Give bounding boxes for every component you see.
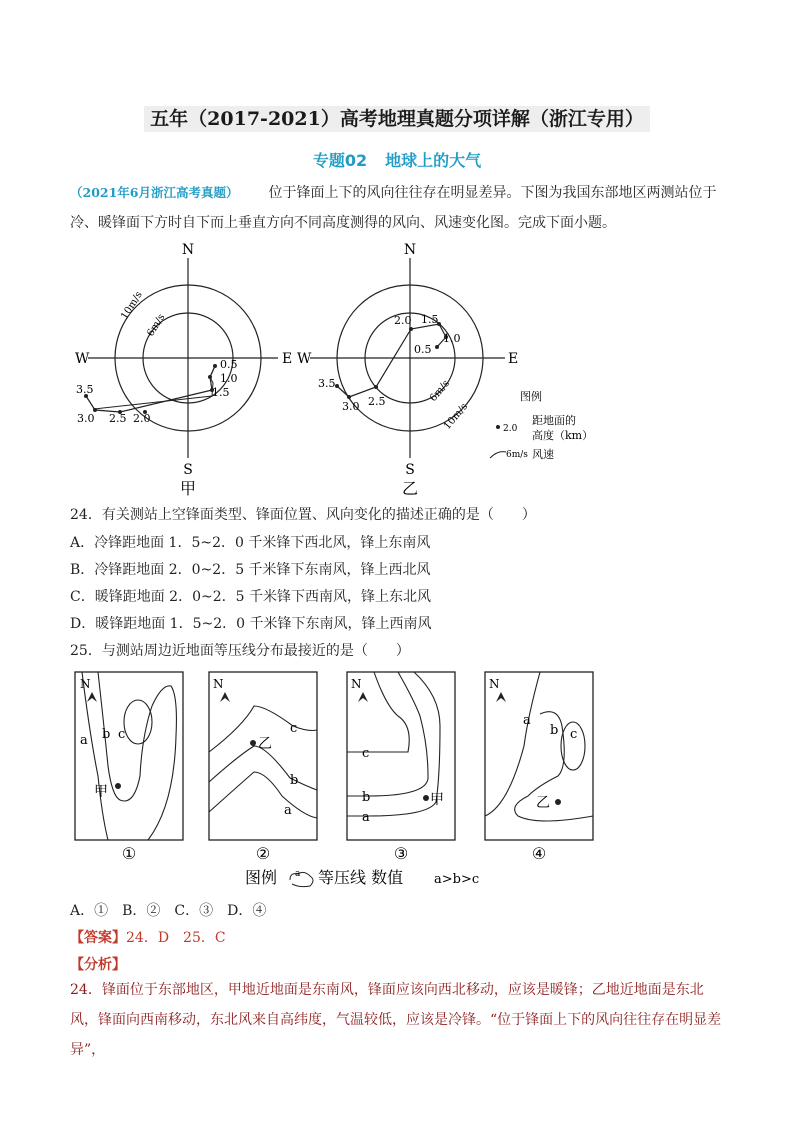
svg-text:乙: 乙 (536, 795, 550, 811)
isobar-panel-1 (75, 672, 183, 863)
isobar-figure (68, 666, 628, 896)
answer-line (70, 927, 226, 947)
svg-text:W: W (297, 351, 312, 367)
svg-text:3.5: 3.5 (76, 383, 94, 396)
svg-text:a: a (284, 803, 292, 818)
ring-label-inner: 6m/s (145, 312, 168, 339)
section-subtitle: 专题02 地球上的大气 (312, 151, 482, 170)
wind-diagram-yi (297, 242, 518, 498)
svg-text:c: c (118, 727, 126, 742)
svg-text:1.0: 1.0 (443, 332, 461, 345)
svg-text:甲: 甲 (430, 792, 444, 808)
isobar-panel-3 (347, 672, 455, 863)
svg-text:a: a (295, 869, 301, 879)
svg-text:6m/s: 6m/s (427, 378, 452, 404)
isobar-panel-2 (209, 672, 317, 863)
ring-label-outer: 10m/s (119, 289, 145, 322)
svg-text:0.5: 0.5 (220, 358, 238, 371)
q24-option-c: C．暖锋距地面 2．0~2．5 千米锋下西南风，锋上东北风 (70, 589, 431, 605)
svg-text:N: N (80, 677, 91, 691)
q24-option-d: D．暖锋距地面 1．5~2．0 千米锋下东南风，锋上西南风 (70, 616, 432, 632)
analysis-tag: 【分析】 (70, 957, 126, 973)
answer-text: 24．D 25．C (126, 930, 226, 946)
svg-text:N: N (213, 677, 224, 691)
q24-option-a: A．冷锋距地面 1．5~2．0 千米锋下西北风，锋上东南风 (70, 535, 431, 551)
analysis-text: 24．锋面位于东部地区，甲地近地面是东南风，锋面应该向西北移动，应该是暖锋；乙地近地面是东北风，锋面向西南移动，东北风来自高纬度，气温较低，应该是冷锋。“位于锋面上下的风向往往存在明显差异”， (70, 982, 722, 1058)
svg-text:a>b>c: a>b>c (434, 872, 480, 887)
svg-text:1.5: 1.5 (421, 313, 439, 326)
isobar-panel-4 (485, 672, 593, 863)
wind-legend (490, 389, 593, 461)
svg-text:图例: 图例 (520, 390, 542, 403)
svg-text:2.0: 2.0 (503, 424, 518, 434)
wind-trace-jia (86, 366, 215, 412)
svg-text:②: ② (255, 844, 271, 863)
svg-text:N: N (351, 677, 362, 691)
south-label: S (183, 462, 193, 478)
svg-text:a: a (362, 810, 370, 825)
q24-option-b: B．冷锋距地面 2．0~2．5 千米锋下东南风，锋上西北风 (70, 562, 431, 578)
question-25-stem: 25．与测站周边近地面等压线分布最接近的是（ ） (70, 643, 410, 659)
svg-text:b: b (102, 727, 111, 742)
svg-text:2.0: 2.0 (394, 314, 412, 327)
svg-text:6m/s: 6m/s (506, 450, 528, 460)
svg-text:3.0: 3.0 (77, 412, 95, 425)
svg-text:1.5: 1.5 (212, 386, 230, 399)
svg-text:等压线 数值: 等压线 数值 (318, 868, 404, 887)
svg-text:距地面的: 距地面的 (532, 414, 576, 427)
station-label-jia: 甲 (179, 479, 197, 498)
svg-text:10m/s: 10m/s (441, 401, 471, 432)
svg-text:乙: 乙 (258, 736, 272, 752)
svg-text:a: a (523, 713, 531, 728)
svg-text:N: N (403, 242, 417, 258)
svg-text:2.5: 2.5 (109, 412, 127, 425)
west-label: W (75, 351, 90, 367)
svg-text:图例: 图例 (245, 868, 278, 887)
svg-text:N: N (489, 677, 500, 691)
svg-text:c: c (570, 727, 578, 742)
svg-text:风速: 风速 (532, 448, 554, 461)
svg-text:0.5: 0.5 (414, 343, 432, 356)
svg-text:c: c (290, 721, 298, 736)
svg-text:③: ③ (393, 844, 409, 863)
question-24-stem: 24．有关测站上空锋面类型、锋面位置、风向变化的描述正确的是（ ） (70, 507, 536, 523)
svg-text:3.5: 3.5 (318, 377, 336, 390)
svg-text:1.0: 1.0 (220, 372, 238, 385)
svg-text:c: c (362, 746, 370, 761)
north-label: N (181, 242, 195, 258)
svg-text:④: ④ (531, 844, 547, 863)
east-label: E (282, 351, 293, 367)
svg-text:①: ① (121, 844, 137, 863)
svg-text:甲: 甲 (94, 784, 108, 800)
intro-text: 位于锋面上下的风向往往存在明显差异。下图为我国东部地区两测站位于冷、暖锋面下方时自下而上垂直方向不同高度测得的风向、风速变化图。完成下面小题。 (70, 185, 717, 231)
svg-text:b: b (290, 773, 299, 788)
wind-diagram-jia (75, 242, 292, 498)
svg-text:3.0: 3.0 (342, 400, 360, 413)
wind-profile-figure (60, 240, 600, 502)
svg-text:2.0: 2.0 (133, 412, 151, 425)
answer-tag: 【答案】 (70, 930, 126, 946)
svg-text:a: a (80, 733, 88, 748)
svg-text:E: E (508, 351, 519, 367)
station-label-yi: 乙 (401, 479, 419, 498)
svg-text:S: S (405, 462, 415, 478)
document-title: 五年（2017-2021）高考地理真题分项详解（浙江专用） (0, 104, 794, 131)
question-intro (70, 178, 730, 238)
source-tag: （2021年6月浙江高考真题） (70, 185, 239, 200)
svg-text:b: b (362, 790, 371, 805)
svg-text:2.5: 2.5 (368, 395, 386, 408)
wind-trace-yi (337, 324, 446, 397)
q25-options: A．① B．② C．③ D．④ (70, 903, 267, 919)
svg-text:高度（km）: 高度（km） (532, 429, 594, 442)
svg-text:b: b (550, 723, 559, 738)
isobar-legend (245, 868, 479, 887)
